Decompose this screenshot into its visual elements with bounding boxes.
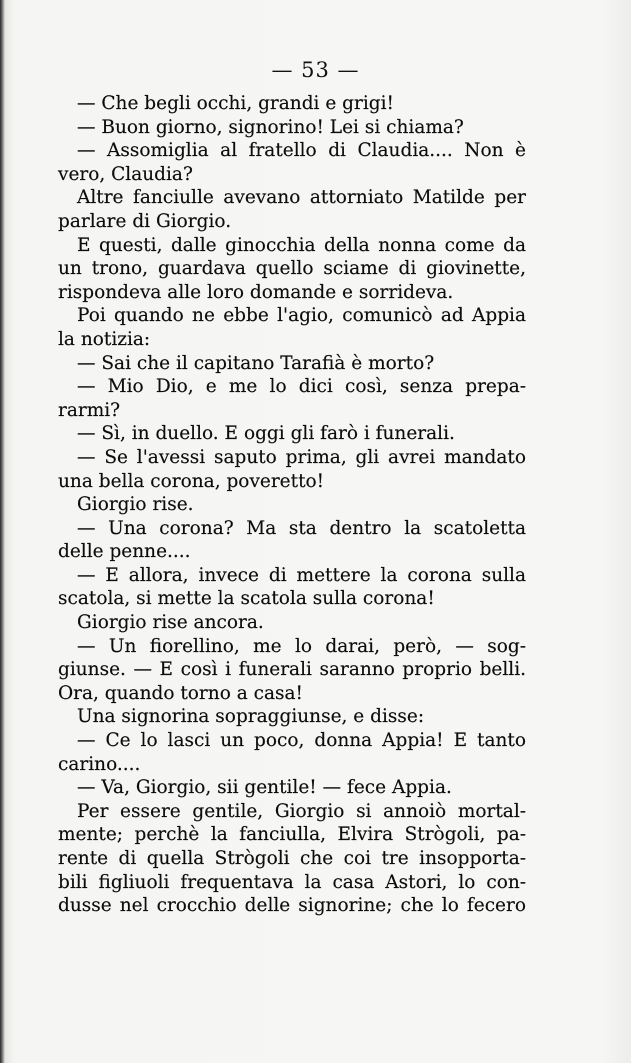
text-line: bili figliuoli frequentava la casa Astori, lo con- [58,871,526,893]
text-line: delle penne.... [58,541,191,563]
text-line: Una signorina sopraggiunse, e disse: [77,706,425,728]
text-line: E questi, dalle ginocchia della nonna come da [77,234,526,256]
text-line: — E allora, invece di mettere la corona sulla [77,564,526,586]
text-line: — Va, Giorgio, sii gentile! — fece Appia. [77,777,452,799]
text-line: — Se l'avessi saputo prima, gli avrei mandato [77,446,526,468]
text-line: — Che begli occhi, grandi e grigi! [77,93,394,114]
text-line: rente di quella Strògoli che coi tre insopporta- [58,848,526,869]
text-line: — Buon giorno, signorino! Lei si chiama? [77,116,464,138]
text-line: — Una corona? Ma sta dentro la scatoletta [77,517,526,539]
text-line: la notizia: [58,328,151,350]
page-text [58,92,526,918]
text-line: mente; perchè la fanciulla, Elvira Strògoli, pa- [58,824,526,846]
text-line: — Sai che il capitano Tarafià è morto? [77,352,435,374]
text-line: rarmi? [58,399,121,421]
text-line: — Sì, in duello. E oggi gli farò i funerali. [77,423,455,445]
text-line: carino.... [58,753,141,775]
text-line: dusse nel crocchio delle signorine; che lo fecero [58,895,526,917]
text-line: giunse. — E così i funerali saranno proprio belli. [58,659,526,681]
text-line: rispondeva alle loro domande e sorrideva. [58,281,454,303]
text-line: Per essere gentile, Giorgio si annoiò mortal- [77,800,526,822]
text-line: — Ce lo lasci un poco, donna Appia! E tanto [77,730,526,752]
text-line: Ora, quando torno a casa! [58,682,303,704]
text-line: Giorgio rise ancora. [77,612,264,634]
text-line: una bella corona, poveretto! [58,470,325,492]
text-line: parlare di Giorgio. [58,210,232,232]
page-number: — 53 — [271,58,360,82]
text-line: scatola, si mette la scatola sulla corona! [58,588,435,610]
text-line: Poi quando ne ebbe l'agio, comunicò ad Appia [77,305,526,327]
text-line: Giorgio rise. [77,494,194,516]
text-line: — Mio Dio, e me lo dici così, senza prepa- [77,376,526,398]
text-line: un trono, guardava quello sciame di giovinette, [58,258,526,280]
text-line: vero, Claudia? [58,163,193,185]
text-line: — Assomiglia al fratello di Claudia.... Non è [77,140,526,162]
text-line: — Un fiorellino, me lo darai, però, — sog- [77,635,526,657]
text-line: Altre fanciulle avevano attorniato Matilde per [77,187,526,209]
